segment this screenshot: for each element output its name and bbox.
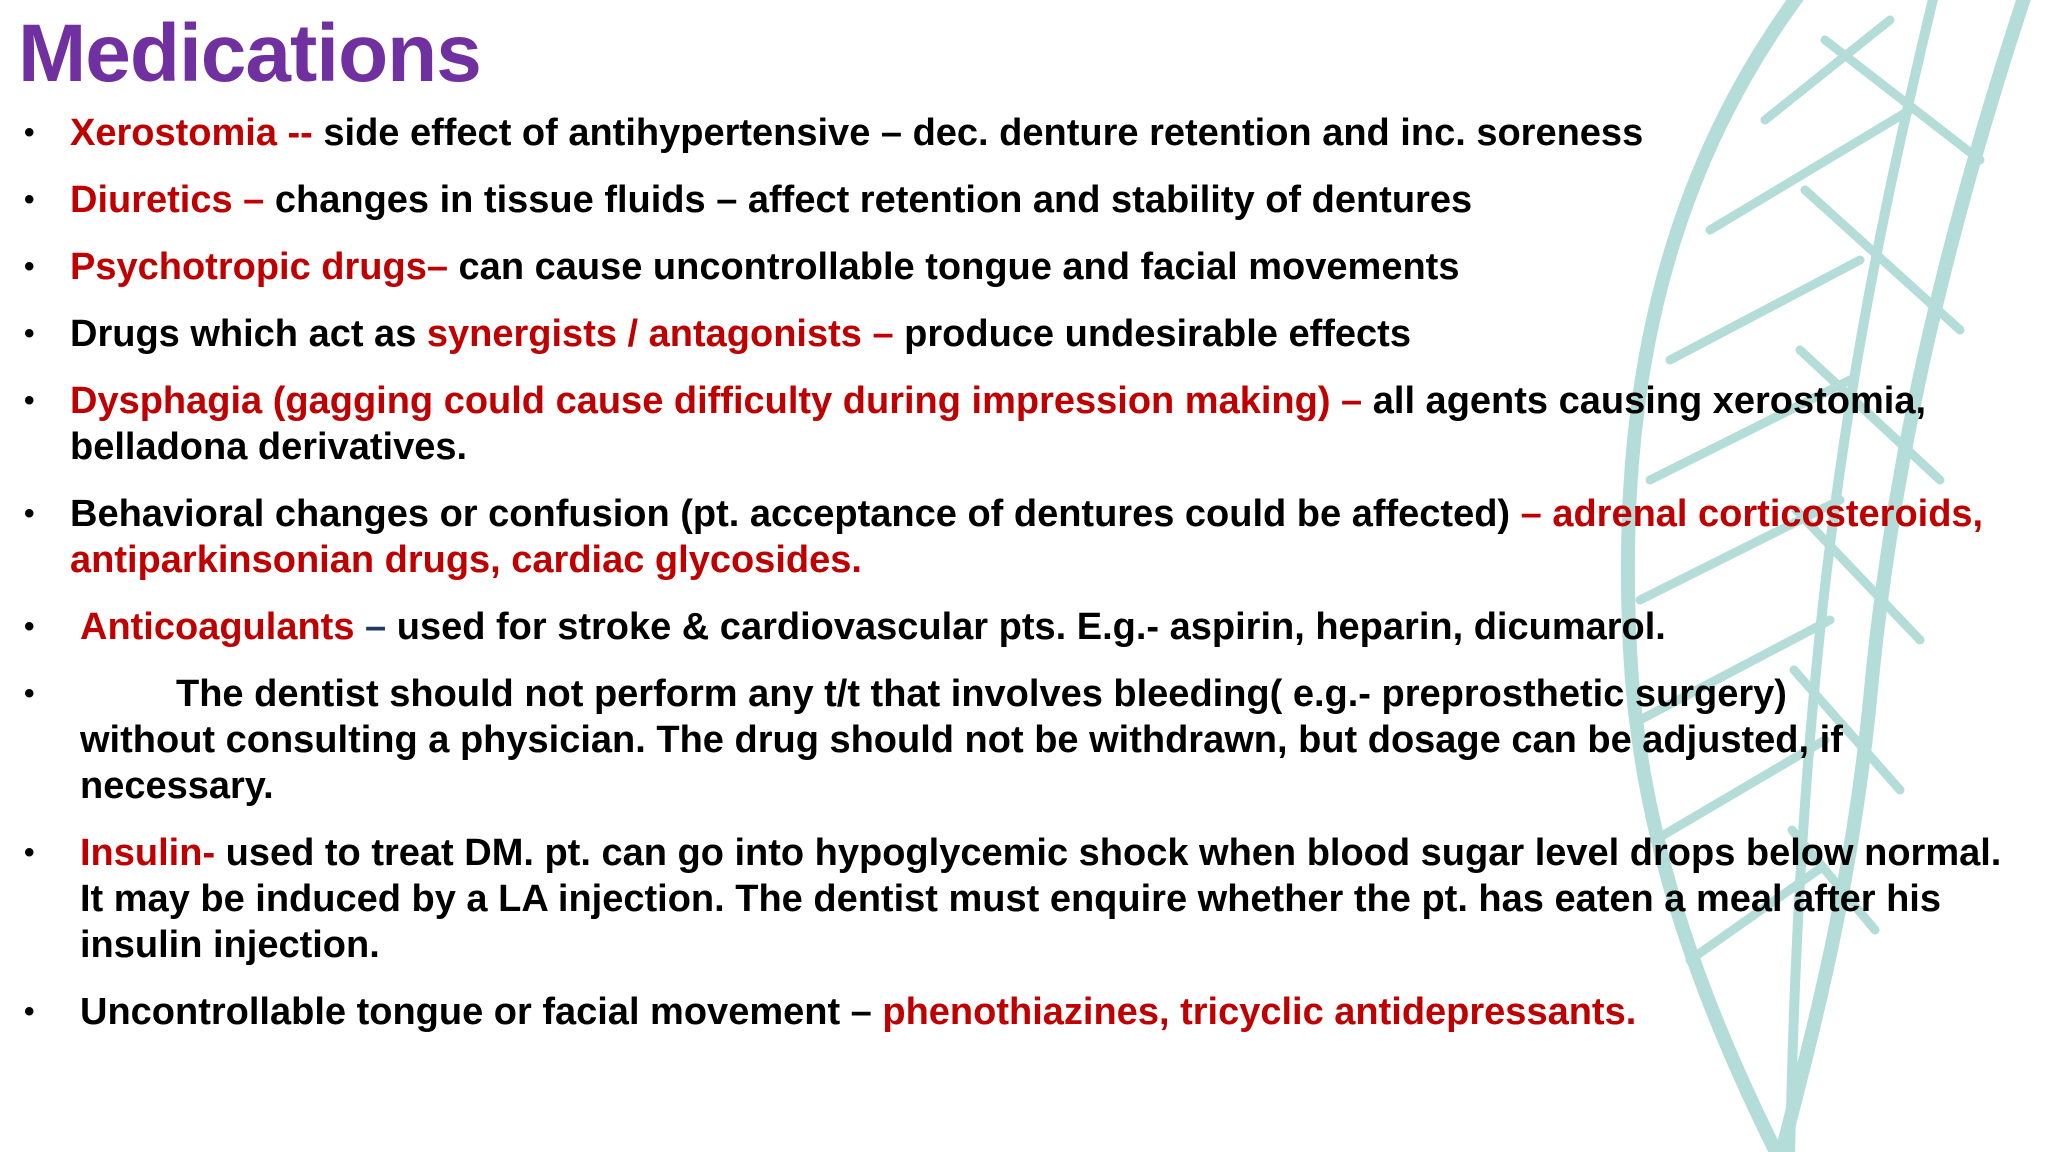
body-text: used to treat DM. pt. can go into hypoglycemic shock when blood sugar level drops below normal. It may be induced by a LA injection. The dentist must enquire whether the pt. has eaten a meal after his insulin injection. — [80, 832, 2002, 966]
bullet-icon: • — [24, 610, 35, 643]
slide-title: Medications — [18, 8, 481, 99]
list-item — [18, 244, 2028, 290]
highlight-text: Diuretics – — [70, 179, 275, 221]
highlight-text: – adrenal corticosteroids, antiparkinsonian drugs, cardiac glycosides. — [70, 493, 1984, 581]
list-item — [18, 110, 2028, 156]
body-text: used for stroke & cardiovascular pts. E.g.- aspirin, heparin, dicumarol. — [396, 606, 1666, 648]
body-text: Uncontrollable tongue or facial movement – — [80, 991, 883, 1033]
list-item — [18, 604, 2028, 650]
body-text: Behavioral changes or confusion (pt. acceptance of dentures could be affected) — [70, 493, 1521, 535]
body-text: side effect of antihypertensive – dec. denture retention and inc. soreness — [323, 112, 1644, 154]
bullet-icon: • — [24, 116, 35, 149]
bullet-icon: • — [24, 183, 35, 216]
body-text: all agents causing xerostomia, belladona derivatives. — [70, 380, 1927, 468]
bullet-list — [18, 110, 2028, 1056]
highlight-text: Xerostomia -- — [70, 112, 324, 154]
list-item — [18, 378, 2028, 470]
body-text-first-line: The dentist should not perform any t/t that involves bleeding( e.g.- preprosthetic surgery) — [176, 673, 1787, 715]
list-item — [18, 830, 2028, 968]
end-punctuation: . — [1625, 991, 1637, 1033]
bullet-icon: • — [24, 497, 35, 530]
highlight-text: phenothiazines, tricyclic antidepressants — [882, 991, 1626, 1033]
bullet-icon: • — [24, 995, 35, 1028]
highlight-text: Dysphagia (gagging could cause difficulty during impression making) – — [70, 380, 1373, 422]
highlight-text: Insulin- — [80, 832, 226, 874]
body-text: Drugs which act as — [70, 313, 427, 355]
list-item — [18, 989, 2028, 1035]
body-text: changes in tissue fluids – affect retention and stability of dentures — [274, 179, 1473, 221]
dash-text: – — [365, 606, 397, 648]
highlight-text: Anticoagulants — [80, 606, 366, 648]
highlight-text: synergists / antagonists – — [426, 313, 905, 355]
list-item — [18, 177, 2028, 223]
body-text: produce undesirable effects — [904, 313, 1411, 355]
list-item — [18, 311, 2028, 357]
body-text: can cause uncontrollable tongue and facial movements — [458, 246, 1460, 288]
bullet-icon: • — [24, 317, 35, 350]
bullet-icon: • — [24, 384, 35, 417]
bullet-icon: • — [24, 836, 35, 869]
bullet-icon: • — [24, 677, 35, 710]
list-item — [18, 671, 2028, 809]
body-text: without consulting a physician. The drug should not be withdrawn, but dosage can be adjusted, if necessary. — [80, 719, 1843, 807]
bullet-icon: • — [24, 250, 35, 283]
list-item — [18, 491, 2028, 583]
highlight-text: Psychotropic drugs– — [70, 246, 459, 288]
